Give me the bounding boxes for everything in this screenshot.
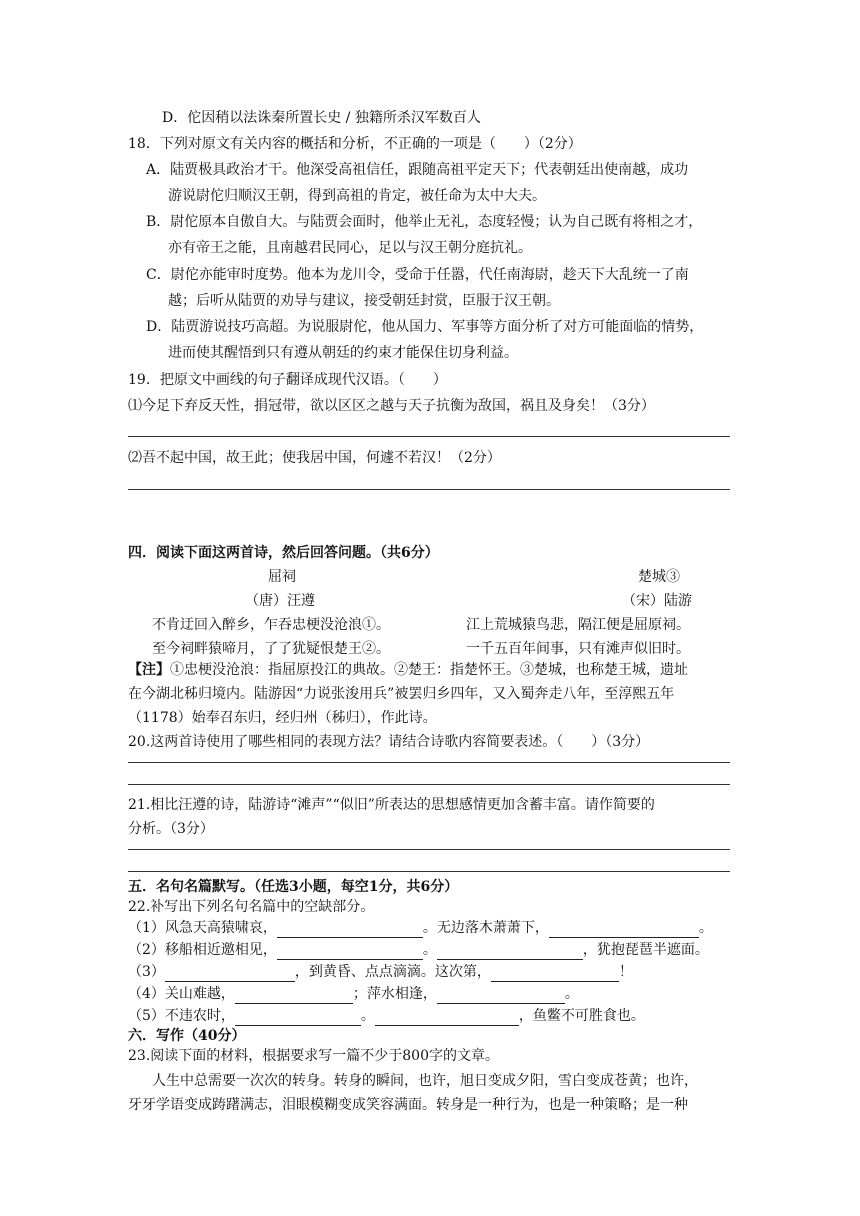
q19-sentence2: ⑵吾不起中国，故王此；使我居中国，何遽不若汉！（2分）	[128, 450, 501, 466]
fill-line-4	[128, 984, 579, 1004]
fill-text: 。	[360, 1008, 375, 1024]
material-line1: 人生中总需要一次次的转身。转身的瞬间，也许，旭日变成夕阳，雪白变成苍黄；也许，	[152, 1073, 698, 1089]
material-line2: 牙牙学语变成踌躇满志，泪眼模糊变成笑容满面。转身是一种行为，也是一种策略；是一种	[128, 1097, 688, 1113]
fill-line-2	[128, 940, 709, 960]
fill-text: （1）风急天高猿啸哀，	[128, 920, 277, 936]
answer-line	[128, 762, 730, 763]
q18-option-d-line2: 进而使其醒悟到只有遵从朝廷的约束才能保住切身利益。	[168, 345, 518, 361]
fill-blank[interactable]	[549, 923, 699, 938]
fill-text: ，到黄昏、点点滴滴。这次第，	[294, 964, 491, 980]
fill-text: （3）	[128, 964, 165, 980]
fill-text: ；萍水相逢，	[352, 986, 437, 1002]
q21-stem-line2: 分析。（3分）	[128, 821, 214, 837]
section5-heading: 五．名句名篇默写。（任选3小题，每空1分，共6分）	[128, 879, 459, 895]
fill-text: （4）关山难越，	[128, 986, 235, 1002]
fill-blank[interactable]	[277, 923, 423, 938]
q18-option-a-line1: A．陆贾极具政治才干。他深受高祖信任，跟随高祖平定天下；代表朝廷出使南越，成功	[146, 162, 689, 178]
poem1-line2: 至今祠畔猿啼月，了了犹疑恨楚王②。	[152, 641, 390, 657]
section6-heading: 六．写作（40分）	[128, 1028, 246, 1044]
poem2-line1: 江上荒城猿鸟悲，隔江便是屈原祠。	[466, 617, 690, 633]
q20-stem: 20.这两首诗使用了哪些相同的表现方法？请结合诗歌内容简要表述。（ ）（3分）	[128, 734, 650, 750]
poem1-author: （唐）汪遵	[245, 593, 315, 609]
answer-line	[128, 871, 730, 872]
answer-line	[128, 849, 730, 850]
q19-sentence1: ⑴今足下弃反天性，捐冠带，欲以区区之越与天子抗衡为敌国，祸且及身矣！（3分）	[128, 398, 655, 414]
fill-blank[interactable]	[235, 1011, 361, 1026]
section4-heading: 四．阅读下面这两首诗，然后回答问题。（共6分）	[128, 545, 439, 561]
poem1-line1: 不肯迂回入醉乡，乍吞忠梗没沧浪①。	[152, 617, 390, 633]
q21-stem-line1: 21.相比汪遵的诗，陆游诗“滩声”“似旧”所表达的思想感情更加含蓄丰富。请作简要的	[128, 797, 655, 813]
fill-text: ，鱼鳖不可胜食也。	[518, 1008, 645, 1024]
fill-text: ！	[618, 964, 633, 980]
fill-text: ，犹抱琵琶半遮面。	[582, 942, 709, 958]
poem2-title: 楚城③	[638, 569, 680, 585]
note-line3: （1178）始奉召东归，经归州（秭归），作此诗。	[128, 710, 437, 726]
poem2-line2: 一千五百年间事，只有滩声似旧时。	[466, 641, 690, 657]
fill-text: 。	[698, 920, 713, 936]
fill-line-1	[128, 918, 713, 938]
q23-stem: 23.阅读下面的材料，根据要求写一篇不少于800字的文章。	[128, 1048, 499, 1064]
poem2-author: （宋）陆游	[622, 593, 692, 609]
note-text1: ①忠梗没沧浪：指屈原投江的典故。②楚王：指楚怀王。③楚城，也称楚王城，遗址	[170, 662, 688, 678]
fill-text: 。无边落木萧萧下，	[422, 920, 549, 936]
answer-line	[128, 436, 730, 437]
fill-blank[interactable]	[375, 1011, 519, 1026]
q22-stem: 22.补写出下列名句名篇中的空缺部分。	[128, 899, 375, 915]
answer-line	[128, 784, 730, 785]
q18-option-b-line1: B．尉佗原本自傲自大。与陆贾会面时，他举止无礼，态度轻慢；认为自己既有将相之才，	[146, 214, 703, 230]
note-label: 【注】	[128, 662, 170, 678]
fill-line-3	[128, 962, 633, 982]
fill-text: （5）不违农时，	[128, 1008, 235, 1024]
answer-line	[128, 489, 730, 490]
q18-option-c-line2: 越；后听从陆贾的劝导与建议，接受朝廷封赏，臣服于汉王朝。	[168, 293, 560, 309]
fill-text: （2）移船相近邀相见，	[128, 942, 277, 958]
fill-blank[interactable]	[277, 945, 423, 960]
q19-stem: 19．把原文中画线的句子翻译成现代汉语。（ ）	[128, 372, 447, 388]
q17-option-d: D．佗因稍以法诛秦所置长史 / 独籍所杀汉军数百人	[162, 110, 481, 126]
q18-stem: 18．下列对原文有关内容的概括和分析，不正确的一项是（ ）（2分）	[128, 136, 582, 152]
fill-blank[interactable]	[235, 989, 353, 1004]
fill-text: 。	[564, 986, 579, 1002]
poem1-title: 屈祠	[268, 569, 296, 585]
fill-text: 。	[422, 942, 437, 958]
note-line2: 在今湖北秭归境内。陆游因“力说张浚用兵”被罢归乡四年，又入蜀奔走八年，至淳熙五年	[128, 686, 675, 702]
q18-option-c-line1: C．尉佗亦能审时度势。他本为龙川令，受命于任嚣，代任南海尉，趁天下大乱统一了南	[146, 267, 689, 283]
fill-blank[interactable]	[165, 967, 295, 982]
q18-option-b-line2: 亦有帝王之能，且南越君民同心，足以与汉王朝分庭抗礼。	[168, 240, 532, 256]
note-line1	[128, 660, 688, 680]
fill-blank[interactable]	[437, 945, 583, 960]
fill-line-5	[128, 1006, 645, 1026]
fill-blank[interactable]	[491, 967, 619, 982]
fill-blank[interactable]	[437, 989, 565, 1004]
q18-option-d-line1: D．陆贾游说技巧高超。为说服尉佗，他从国力、军事等方面分析了对方可能面临的情势，	[146, 319, 704, 335]
q18-option-a-line2: 游说尉佗归顺汉王朝，得到高祖的肯定，被任命为太中大夫。	[168, 188, 546, 204]
